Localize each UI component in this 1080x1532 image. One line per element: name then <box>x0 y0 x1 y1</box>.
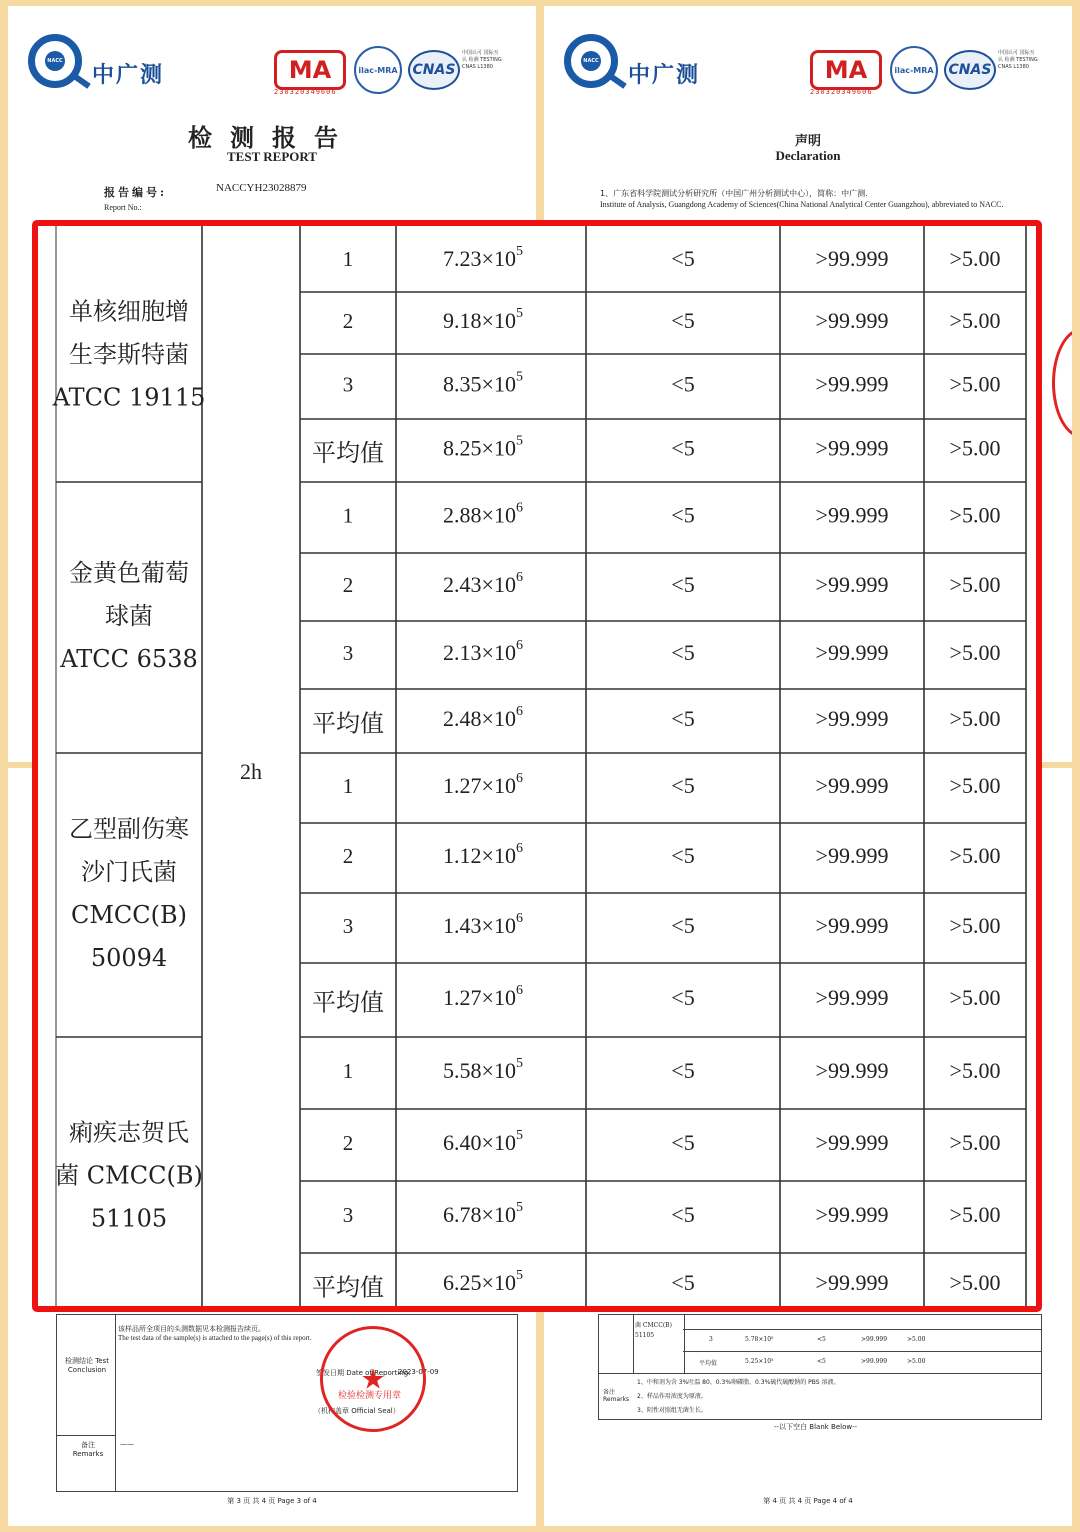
surviving-count: <5 <box>671 985 695 1011</box>
count-exponent: 5 <box>515 1128 523 1144</box>
log-reduction: >5.00 <box>949 572 1001 598</box>
sample-index: 1 <box>342 773 354 798</box>
conclusion-line-2: The test data of the sample(s) is attached to the page(s) of this report. <box>118 1334 312 1342</box>
nacc-badge: NACC <box>581 51 601 71</box>
kill-rate: >99.999 <box>815 502 889 528</box>
initial-count: $5.58\times 10^5$ <box>443 1056 523 1084</box>
ilac-mra-icon: ilac-MRA <box>890 46 938 94</box>
remark-2: 2、样品作用浓度为原液。 <box>637 1393 707 1400</box>
row2-rate: >99.999 <box>861 1358 888 1365</box>
count-exponent: 6 <box>515 704 523 720</box>
initial-count: $1.12\times 10^6$ <box>443 841 523 869</box>
sample-index: 1 <box>342 246 354 271</box>
initial-count: $7.23\times 10^5$ <box>443 244 523 272</box>
surviving-count: <5 <box>671 843 695 869</box>
initial-count: $2.88\times 10^6$ <box>443 500 523 528</box>
remark-3: 3、阴性对照组无菌生长。 <box>637 1407 707 1414</box>
log-reduction: >5.00 <box>949 435 1001 461</box>
log-reduction: >5.00 <box>949 913 1001 939</box>
row2-count: 5.25×10⁵ <box>745 1358 774 1365</box>
kill-rate: >99.999 <box>815 773 889 799</box>
initial-count: $6.78\times 10^5$ <box>443 1200 523 1228</box>
results-table-svg <box>38 226 1036 1306</box>
contact-time: 2h <box>240 759 262 785</box>
report-date-value: 2023-07-09 <box>398 1368 439 1376</box>
kill-rate: >99.999 <box>815 985 889 1011</box>
surviving-count: <5 <box>671 1202 695 1228</box>
surviving-count: <5 <box>671 706 695 732</box>
strain-name-line: 痢疾志贺氏 <box>69 1118 189 1147</box>
report-no-value: NACCYH23028879 <box>216 182 307 194</box>
nacc-badge: NACC <box>45 51 65 71</box>
count-exponent: 5 <box>515 306 523 322</box>
seal-label: （机构盖章 Official Seal） <box>314 1407 400 1415</box>
kill-rate: >99.999 <box>815 1202 889 1228</box>
kill-rate: >99.999 <box>815 246 889 272</box>
row1-rate: >99.999 <box>861 1336 888 1343</box>
strain-name-line: 菌 CMCC(B) <box>55 1161 203 1190</box>
strain-name: 菌 CMCC(B) 51105 <box>635 1322 672 1339</box>
sample-index: 2 <box>342 308 354 333</box>
cnas-subtext: 中国认可 国际互认 检测 TESTING CNAS L1380 <box>998 50 1038 70</box>
row2-idx: 平均值 <box>699 1360 718 1367</box>
row2-survive: <5 <box>817 1358 826 1365</box>
count-exponent: 5 <box>515 1268 523 1284</box>
certification-marks <box>810 46 1040 96</box>
count-exponent: 6 <box>515 638 523 654</box>
count-exponent: 6 <box>515 570 523 586</box>
count-exponent: 6 <box>515 983 523 999</box>
log-reduction: >5.00 <box>949 246 1001 272</box>
log-reduction: >5.00 <box>949 308 1001 334</box>
initial-count: $9.18\times 10^5$ <box>443 306 523 334</box>
ilac-mra-icon: ilac-MRA <box>354 46 402 94</box>
declaration-title-en: Declaration <box>775 148 841 163</box>
surviving-count: <5 <box>671 640 695 666</box>
remarks-label: 备注 Remarks <box>72 1441 104 1458</box>
kill-rate: >99.999 <box>815 308 889 334</box>
surviving-count: <5 <box>671 246 695 272</box>
sample-index: 平均值 <box>312 1273 384 1302</box>
strain-name-line: 51105 <box>90 1204 168 1233</box>
surviving-count: <5 <box>671 773 695 799</box>
sample-index: 3 <box>342 913 354 938</box>
row2-log: >5.00 <box>907 1358 926 1365</box>
sample-index: 3 <box>342 372 354 397</box>
count-exponent: 5 <box>515 1200 523 1216</box>
declaration-line-1: 1、广东省科学院测试分析研究所（中国广州分析测试中心），简称：中广测. <box>600 189 868 198</box>
remarks-label: 备注 Remarks <box>603 1389 630 1403</box>
log-reduction: >5.00 <box>949 502 1001 528</box>
cnas-icon: CNAS <box>944 50 996 90</box>
blank-below: --以下空白 Blank Below-- <box>774 1423 858 1431</box>
kill-rate: >99.999 <box>815 843 889 869</box>
surviving-count: <5 <box>671 572 695 598</box>
report-no-label-en: Report No.: <box>104 203 142 212</box>
kill-rate: >99.999 <box>815 371 889 397</box>
highlighted-results-table <box>32 220 1042 1312</box>
log-reduction: >5.00 <box>949 1202 1001 1228</box>
ma-number: 230320349606 <box>810 88 873 96</box>
kill-rate: >99.999 <box>815 1130 889 1156</box>
kill-rate: >99.999 <box>815 640 889 666</box>
conclusion-label: 检测结论 Test Conclusion <box>64 1357 109 1374</box>
nacc-logo <box>564 34 744 100</box>
ma-mark-icon: MA <box>274 50 346 90</box>
page-footer: 第 4 页 共 4 页 Page 4 of 4 <box>763 1497 853 1505</box>
ma-number: 230320349606 <box>274 88 337 96</box>
count-exponent: 6 <box>515 771 523 787</box>
report-title-cn: 检测报告 <box>188 123 356 152</box>
sample-index: 3 <box>342 640 354 665</box>
declaration-line-2: Institute of Analysis, Guangdong Academy of Sciences(China National Analytical Center Guangzhou), abbreviated to NACC. <box>600 200 1004 209</box>
official-seal-icon <box>1052 328 1072 438</box>
report-title-en: TEST REPORT <box>227 149 317 164</box>
official-seal-icon: ★ <box>320 1326 426 1432</box>
initial-count: $1.43\times 10^6$ <box>443 911 523 939</box>
conclusion-line-1: 该样品所全项目的头测数据见本检测报告续页。 <box>118 1325 265 1333</box>
strain-name-line: 乙型副伤寒 <box>69 815 189 843</box>
strain-name-line: 沙门氏菌 <box>81 858 177 886</box>
strain-name-line: 单核细胞增 <box>69 297 189 326</box>
initial-count: $1.27\times 10^6$ <box>443 983 523 1011</box>
count-exponent: 6 <box>515 841 523 857</box>
sample-index: 1 <box>342 503 354 528</box>
initial-count: $1.27\times 10^6$ <box>443 771 523 799</box>
row1-survive: <5 <box>817 1336 826 1343</box>
log-reduction: >5.00 <box>949 1130 1001 1156</box>
log-reduction: >5.00 <box>949 371 1001 397</box>
count-exponent: 5 <box>515 369 523 385</box>
initial-count: $2.43\times 10^6$ <box>443 570 523 598</box>
surviving-count: <5 <box>671 1130 695 1156</box>
seal-stamp-text: 检验检测专用章 <box>338 1391 402 1401</box>
strain-name-line: 金黄色葡萄 <box>69 559 189 587</box>
surviving-count: <5 <box>671 371 695 397</box>
kill-rate: >99.999 <box>815 1058 889 1084</box>
kill-rate: >99.999 <box>815 706 889 732</box>
cnas-subtext: 中国认可 国际互认 检测 TESTING CNAS L1380 <box>462 50 502 70</box>
strain-name-line: 生李斯特菌 <box>69 340 189 369</box>
log-reduction: >5.00 <box>949 706 1001 732</box>
kill-rate: >99.999 <box>815 913 889 939</box>
remarks-value: —— <box>120 1440 134 1448</box>
declaration-title-cn: 声明 <box>794 134 821 149</box>
strain-name-line: ATCC 6538 <box>60 645 198 673</box>
kill-rate: >99.999 <box>815 572 889 598</box>
surviving-count: <5 <box>671 435 695 461</box>
log-reduction: >5.00 <box>949 843 1001 869</box>
log-reduction: >5.00 <box>949 985 1001 1011</box>
strain-name-line: CMCC(B) <box>70 901 188 929</box>
kill-rate: >99.999 <box>815 1270 889 1296</box>
cnas-icon: CNAS <box>408 50 460 90</box>
sample-index: 平均值 <box>312 439 384 467</box>
log-reduction: >5.00 <box>949 1270 1001 1296</box>
sample-index: 平均值 <box>312 709 384 738</box>
strain-name-line: 球菌 <box>105 602 153 630</box>
sample-index: 2 <box>342 843 354 868</box>
logo-text: 中广测 <box>628 63 701 88</box>
surviving-count: <5 <box>671 502 695 528</box>
sample-index: 1 <box>342 1058 354 1083</box>
report-no-label: 报告编号: <box>104 186 168 199</box>
count-exponent: 5 <box>515 244 523 260</box>
sample-index: 2 <box>342 572 354 597</box>
initial-count: $6.40\times 10^5$ <box>443 1128 523 1156</box>
sample-index: 2 <box>342 1130 354 1155</box>
log-reduction: >5.00 <box>949 1058 1001 1084</box>
certification-marks <box>274 46 504 96</box>
surviving-count: <5 <box>671 1058 695 1084</box>
strain-name-line: ATCC 19115 <box>52 383 206 412</box>
remark-1: 1、中和剂为含 3%吐温 80、0.3%卵磷脂、0.3%硫代硫酸钠的 PBS 溶液。 <box>637 1379 840 1386</box>
row1-idx: 3 <box>709 1336 713 1343</box>
continued-table <box>598 1314 1042 1420</box>
strain-name-line: 50094 <box>90 944 168 972</box>
sample-index: 3 <box>342 1202 354 1227</box>
surviving-count: <5 <box>671 913 695 939</box>
row1-count: 5.78×10⁵ <box>745 1336 774 1343</box>
initial-count: $2.48\times 10^6$ <box>443 704 523 732</box>
sample-index: 平均值 <box>312 988 384 1017</box>
ma-mark-icon: MA <box>810 50 882 90</box>
nacc-ring-icon <box>564 34 618 88</box>
initial-count: $2.13\times 10^6$ <box>443 638 523 666</box>
nacc-ring-icon <box>28 34 82 88</box>
logo-text: 中广测 <box>92 63 165 88</box>
count-exponent: 6 <box>515 911 523 927</box>
log-reduction: >5.00 <box>949 640 1001 666</box>
kill-rate: >99.999 <box>815 435 889 461</box>
log-reduction: >5.00 <box>949 773 1001 799</box>
nacc-logo <box>28 34 208 100</box>
row1-log: >5.00 <box>907 1336 926 1343</box>
surviving-count: <5 <box>671 1270 695 1296</box>
surviving-count: <5 <box>671 308 695 334</box>
initial-count: $8.35\times 10^5$ <box>443 369 523 397</box>
initial-count: $6.25\times 10^5$ <box>443 1268 523 1296</box>
initial-count: $8.25\times 10^5$ <box>443 433 523 461</box>
report-date-label: 签发日期 Date of Reporting: <box>316 1369 411 1377</box>
page-footer: 第 3 页 共 4 页 Page 3 of 4 <box>227 1497 317 1505</box>
count-exponent: 5 <box>515 1056 523 1072</box>
count-exponent: 5 <box>515 433 523 449</box>
count-exponent: 6 <box>515 500 523 516</box>
